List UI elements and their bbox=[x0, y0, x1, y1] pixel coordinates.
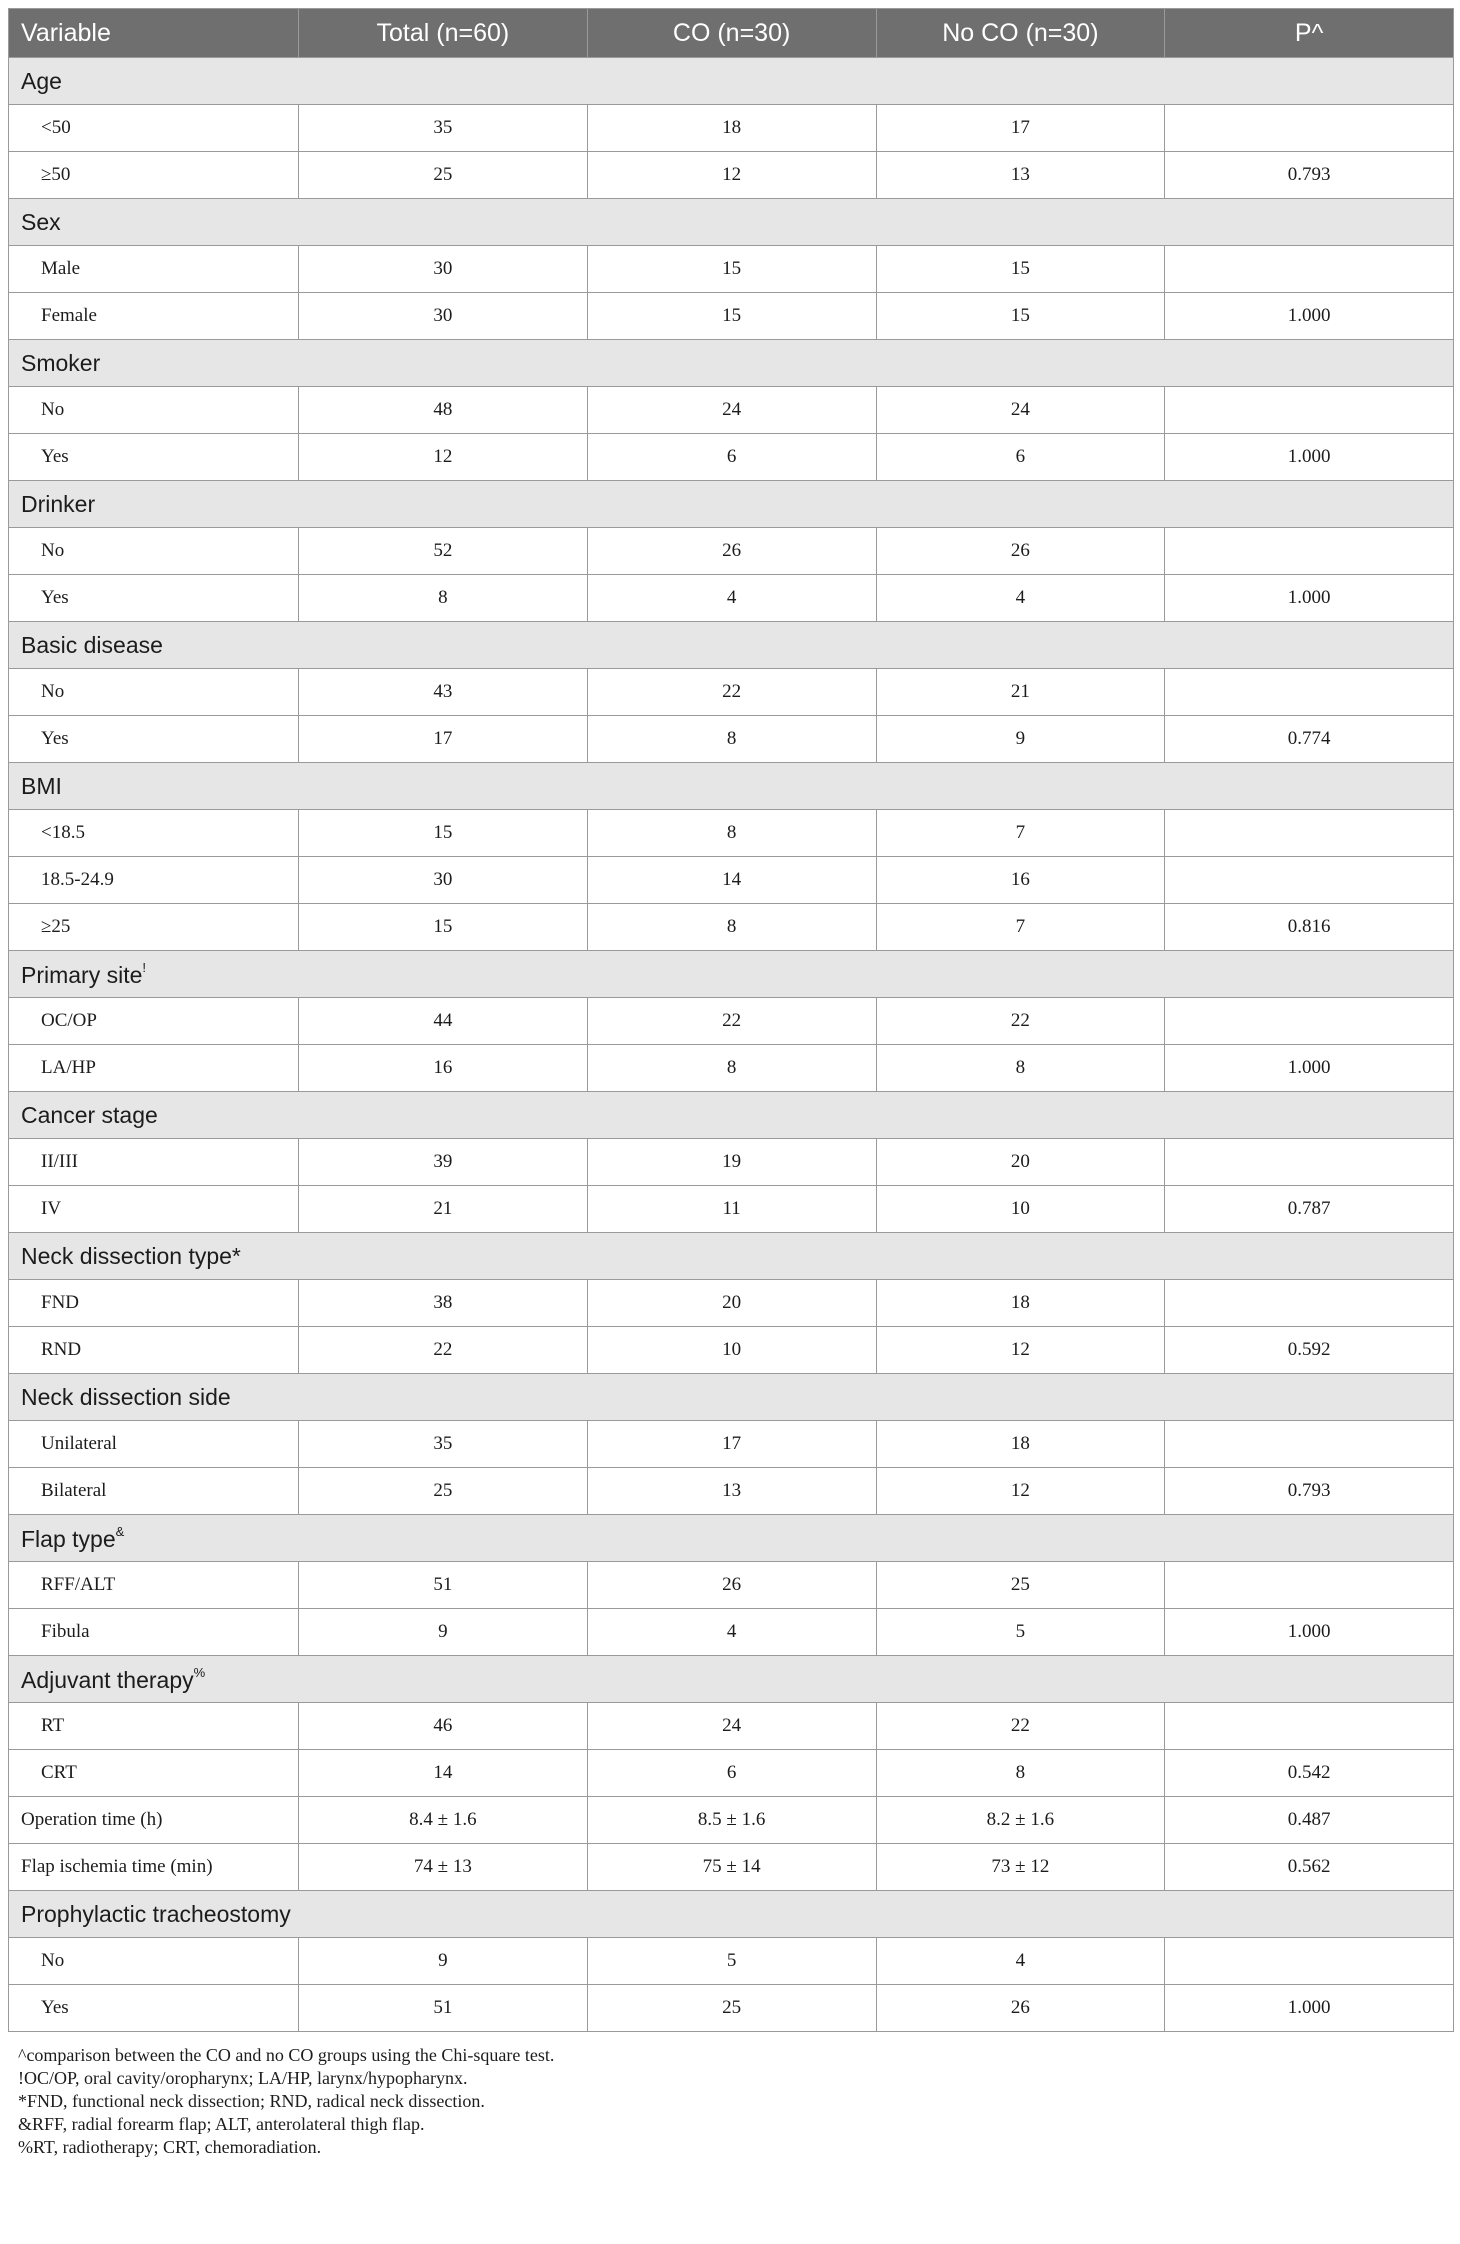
p-value-cell: 0.542 bbox=[1165, 1750, 1454, 1797]
p-value-cell bbox=[1165, 1938, 1454, 1985]
no-co-cell: 8.2 ± 1.6 bbox=[876, 1797, 1165, 1844]
group-header-row bbox=[9, 622, 1454, 669]
table-row bbox=[9, 575, 1454, 622]
row-label: Yes bbox=[9, 716, 299, 763]
no-co-cell: 17 bbox=[876, 105, 1165, 152]
table-row bbox=[9, 528, 1454, 575]
table-row bbox=[9, 293, 1454, 340]
co-cell: 11 bbox=[587, 1186, 876, 1233]
co-cell: 4 bbox=[587, 575, 876, 622]
total-cell: 35 bbox=[299, 105, 588, 152]
row-label: ≥25 bbox=[9, 904, 299, 951]
table-row bbox=[9, 1797, 1454, 1844]
table-row bbox=[9, 105, 1454, 152]
total-cell: 14 bbox=[299, 1750, 588, 1797]
group-header-row bbox=[9, 763, 1454, 810]
group-title-text: Cancer stage bbox=[21, 1101, 158, 1128]
row-label: RT bbox=[9, 1703, 299, 1750]
total-cell: 52 bbox=[299, 528, 588, 575]
total-cell: 21 bbox=[299, 1186, 588, 1233]
row-label: IV bbox=[9, 1186, 299, 1233]
row-label: 18.5-24.9 bbox=[9, 857, 299, 904]
row-label: Bilateral bbox=[9, 1468, 299, 1515]
row-label: Female bbox=[9, 293, 299, 340]
table-row bbox=[9, 1750, 1454, 1797]
row-label: RND bbox=[9, 1327, 299, 1374]
table-row bbox=[9, 434, 1454, 481]
p-value-cell bbox=[1165, 810, 1454, 857]
co-cell: 8.5 ± 1.6 bbox=[587, 1797, 876, 1844]
total-cell: 38 bbox=[299, 1280, 588, 1327]
group-title-footnote-mark: & bbox=[115, 1523, 125, 1539]
co-cell: 8 bbox=[587, 904, 876, 951]
total-cell: 30 bbox=[299, 857, 588, 904]
table-row bbox=[9, 998, 1454, 1045]
table-body bbox=[9, 58, 1454, 2032]
co-cell: 25 bbox=[587, 1985, 876, 2032]
header-no-co: No CO (n=30) bbox=[876, 9, 1165, 58]
table-row bbox=[9, 1280, 1454, 1327]
header-row bbox=[9, 9, 1454, 58]
table-container bbox=[8, 8, 1453, 2159]
co-cell: 22 bbox=[587, 998, 876, 1045]
row-label: <18.5 bbox=[9, 810, 299, 857]
no-co-cell: 73 ± 12 bbox=[876, 1844, 1165, 1891]
footnote-line: &RFF, radial forearm flap; ALT, anterolateral thigh flap. bbox=[18, 2114, 425, 2134]
co-cell: 18 bbox=[587, 105, 876, 152]
group-title-footnote-mark: % bbox=[193, 1664, 206, 1680]
p-value-cell bbox=[1165, 1562, 1454, 1609]
p-value-cell bbox=[1165, 387, 1454, 434]
co-cell: 17 bbox=[587, 1421, 876, 1468]
footnote-line: *FND, functional neck dissection; RND, radical neck dissection. bbox=[18, 2091, 485, 2111]
row-label: OC/OP bbox=[9, 998, 299, 1045]
co-cell: 15 bbox=[587, 246, 876, 293]
co-cell: 4 bbox=[587, 1609, 876, 1656]
group-title bbox=[9, 1233, 1454, 1280]
group-header-row bbox=[9, 1891, 1454, 1938]
p-value-cell bbox=[1165, 1280, 1454, 1327]
group-title-text: Sex bbox=[21, 208, 61, 235]
co-cell: 26 bbox=[587, 528, 876, 575]
group-title-text: Prophylactic tracheostomy bbox=[21, 1900, 291, 1927]
p-value-cell bbox=[1165, 998, 1454, 1045]
total-cell: 17 bbox=[299, 716, 588, 763]
group-title bbox=[9, 1515, 1454, 1562]
table-row bbox=[9, 1139, 1454, 1186]
group-header-row bbox=[9, 951, 1454, 998]
group-header-row bbox=[9, 1656, 1454, 1703]
no-co-cell: 10 bbox=[876, 1186, 1165, 1233]
row-label: ≥50 bbox=[9, 152, 299, 199]
p-value-cell: 0.774 bbox=[1165, 716, 1454, 763]
p-value-cell: 1.000 bbox=[1165, 1985, 1454, 2032]
no-co-cell: 6 bbox=[876, 434, 1165, 481]
co-cell: 75 ± 14 bbox=[587, 1844, 876, 1891]
no-co-cell: 22 bbox=[876, 998, 1165, 1045]
p-value-cell: 1.000 bbox=[1165, 434, 1454, 481]
no-co-cell: 8 bbox=[876, 1750, 1165, 1797]
p-value-cell: 1.000 bbox=[1165, 293, 1454, 340]
header-p-value: P^ bbox=[1165, 9, 1454, 58]
no-co-cell: 8 bbox=[876, 1045, 1165, 1092]
total-cell: 8 bbox=[299, 575, 588, 622]
total-cell: 8.4 ± 1.6 bbox=[299, 1797, 588, 1844]
table-row bbox=[9, 1468, 1454, 1515]
no-co-cell: 4 bbox=[876, 1938, 1165, 1985]
total-cell: 12 bbox=[299, 434, 588, 481]
no-co-cell: 15 bbox=[876, 246, 1165, 293]
co-cell: 5 bbox=[587, 1938, 876, 1985]
p-value-cell: 1.000 bbox=[1165, 1045, 1454, 1092]
table-row bbox=[9, 1186, 1454, 1233]
row-label: II/III bbox=[9, 1139, 299, 1186]
table-row bbox=[9, 1609, 1454, 1656]
p-value-cell: 0.816 bbox=[1165, 904, 1454, 951]
table-row bbox=[9, 152, 1454, 199]
total-cell: 44 bbox=[299, 998, 588, 1045]
total-cell: 39 bbox=[299, 1139, 588, 1186]
co-cell: 10 bbox=[587, 1327, 876, 1374]
total-cell: 46 bbox=[299, 1703, 588, 1750]
row-label: Yes bbox=[9, 434, 299, 481]
group-header-row bbox=[9, 1515, 1454, 1562]
no-co-cell: 24 bbox=[876, 387, 1165, 434]
footnote-line: !OC/OP, oral cavity/oropharynx; LA/HP, larynx/hypopharynx. bbox=[18, 2068, 468, 2088]
table-row bbox=[9, 1985, 1454, 2032]
group-title-text: Basic disease bbox=[21, 631, 163, 658]
group-title bbox=[9, 1092, 1454, 1139]
row-label: No bbox=[9, 669, 299, 716]
p-value-cell: 1.000 bbox=[1165, 575, 1454, 622]
group-title-text: Age bbox=[21, 67, 62, 94]
table-row bbox=[9, 857, 1454, 904]
total-cell: 43 bbox=[299, 669, 588, 716]
group-title bbox=[9, 58, 1454, 105]
group-header-row bbox=[9, 1374, 1454, 1421]
total-cell: 15 bbox=[299, 810, 588, 857]
row-label: Unilateral bbox=[9, 1421, 299, 1468]
no-co-cell: 9 bbox=[876, 716, 1165, 763]
table-row bbox=[9, 810, 1454, 857]
footnote-line: ^comparison between the CO and no CO groups using the Chi-square test. bbox=[18, 2045, 555, 2065]
group-title-text: BMI bbox=[21, 772, 62, 799]
row-label: Flap ischemia time (min) bbox=[9, 1844, 299, 1891]
group-title-text: Flap type bbox=[21, 1525, 116, 1552]
group-title bbox=[9, 1374, 1454, 1421]
no-co-cell: 12 bbox=[876, 1468, 1165, 1515]
co-cell: 22 bbox=[587, 669, 876, 716]
p-value-cell bbox=[1165, 857, 1454, 904]
row-label: CRT bbox=[9, 1750, 299, 1797]
table-row bbox=[9, 1421, 1454, 1468]
total-cell: 22 bbox=[299, 1327, 588, 1374]
group-title-text: Neck dissection type* bbox=[21, 1242, 241, 1269]
p-value-cell: 0.793 bbox=[1165, 1468, 1454, 1515]
group-title bbox=[9, 1656, 1454, 1703]
row-label: FND bbox=[9, 1280, 299, 1327]
p-value-cell: 0.562 bbox=[1165, 1844, 1454, 1891]
no-co-cell: 7 bbox=[876, 904, 1165, 951]
header-variable: Variable bbox=[9, 9, 299, 58]
p-value-cell bbox=[1165, 528, 1454, 575]
group-header-row bbox=[9, 340, 1454, 387]
group-title bbox=[9, 340, 1454, 387]
total-cell: 74 ± 13 bbox=[299, 1844, 588, 1891]
p-value-cell bbox=[1165, 669, 1454, 716]
table-row bbox=[9, 246, 1454, 293]
group-title-text: Adjuvant therapy bbox=[21, 1666, 194, 1693]
p-value-cell bbox=[1165, 246, 1454, 293]
group-title bbox=[9, 199, 1454, 246]
table-row bbox=[9, 716, 1454, 763]
header-co: CO (n=30) bbox=[587, 9, 876, 58]
co-cell: 8 bbox=[587, 716, 876, 763]
total-cell: 9 bbox=[299, 1938, 588, 1985]
co-cell: 13 bbox=[587, 1468, 876, 1515]
row-label: Yes bbox=[9, 1985, 299, 2032]
row-label: LA/HP bbox=[9, 1045, 299, 1092]
no-co-cell: 4 bbox=[876, 575, 1165, 622]
group-header-row bbox=[9, 58, 1454, 105]
total-cell: 30 bbox=[299, 293, 588, 340]
p-value-cell: 0.487 bbox=[1165, 1797, 1454, 1844]
table-row bbox=[9, 1938, 1454, 1985]
no-co-cell: 7 bbox=[876, 810, 1165, 857]
p-value-cell bbox=[1165, 1421, 1454, 1468]
p-value-cell: 1.000 bbox=[1165, 1609, 1454, 1656]
total-cell: 35 bbox=[299, 1421, 588, 1468]
no-co-cell: 18 bbox=[876, 1280, 1165, 1327]
group-header-row bbox=[9, 481, 1454, 528]
p-value-cell bbox=[1165, 1139, 1454, 1186]
no-co-cell: 21 bbox=[876, 669, 1165, 716]
co-cell: 12 bbox=[587, 152, 876, 199]
row-label: No bbox=[9, 528, 299, 575]
group-header-row bbox=[9, 1233, 1454, 1280]
group-title bbox=[9, 1891, 1454, 1938]
co-cell: 20 bbox=[587, 1280, 876, 1327]
p-value-cell: 0.787 bbox=[1165, 1186, 1454, 1233]
co-cell: 6 bbox=[587, 434, 876, 481]
table-row bbox=[9, 1844, 1454, 1891]
group-title-text: Primary site bbox=[21, 961, 143, 988]
data-table bbox=[8, 8, 1454, 2032]
no-co-cell: 22 bbox=[876, 1703, 1165, 1750]
group-title bbox=[9, 481, 1454, 528]
footnote-line: %RT, radiotherapy; CRT, chemoradiation. bbox=[18, 2137, 322, 2157]
no-co-cell: 13 bbox=[876, 152, 1165, 199]
total-cell: 48 bbox=[299, 387, 588, 434]
total-cell: 16 bbox=[299, 1045, 588, 1092]
table-row bbox=[9, 1327, 1454, 1374]
group-title-text: Smoker bbox=[21, 349, 101, 376]
table-row bbox=[9, 1562, 1454, 1609]
table-row bbox=[9, 904, 1454, 951]
co-cell: 19 bbox=[587, 1139, 876, 1186]
no-co-cell: 12 bbox=[876, 1327, 1165, 1374]
co-cell: 8 bbox=[587, 810, 876, 857]
table-row bbox=[9, 1045, 1454, 1092]
table-row bbox=[9, 1703, 1454, 1750]
group-header-row bbox=[9, 199, 1454, 246]
row-label: No bbox=[9, 1938, 299, 1985]
total-cell: 51 bbox=[299, 1562, 588, 1609]
total-cell: 15 bbox=[299, 904, 588, 951]
total-cell: 25 bbox=[299, 1468, 588, 1515]
group-title bbox=[9, 951, 1454, 998]
co-cell: 24 bbox=[587, 387, 876, 434]
row-label: Male bbox=[9, 246, 299, 293]
no-co-cell: 18 bbox=[876, 1421, 1165, 1468]
total-cell: 25 bbox=[299, 152, 588, 199]
no-co-cell: 26 bbox=[876, 1985, 1165, 2032]
row-label: No bbox=[9, 387, 299, 434]
group-title bbox=[9, 622, 1454, 669]
group-title-text: Drinker bbox=[21, 490, 96, 517]
row-label: <50 bbox=[9, 105, 299, 152]
total-cell: 30 bbox=[299, 246, 588, 293]
no-co-cell: 26 bbox=[876, 528, 1165, 575]
total-cell: 9 bbox=[299, 1609, 588, 1656]
p-value-cell: 0.592 bbox=[1165, 1327, 1454, 1374]
group-title bbox=[9, 763, 1454, 810]
no-co-cell: 15 bbox=[876, 293, 1165, 340]
no-co-cell: 5 bbox=[876, 1609, 1165, 1656]
no-co-cell: 16 bbox=[876, 857, 1165, 904]
group-title-footnote-mark: ! bbox=[142, 959, 147, 975]
co-cell: 15 bbox=[587, 293, 876, 340]
row-label: Yes bbox=[9, 575, 299, 622]
co-cell: 14 bbox=[587, 857, 876, 904]
co-cell: 26 bbox=[587, 1562, 876, 1609]
table-row bbox=[9, 669, 1454, 716]
total-cell: 51 bbox=[299, 1985, 588, 2032]
p-value-cell bbox=[1165, 105, 1454, 152]
co-cell: 24 bbox=[587, 1703, 876, 1750]
row-label: Fibula bbox=[9, 1609, 299, 1656]
group-title-text: Neck dissection side bbox=[21, 1383, 231, 1410]
group-header-row bbox=[9, 1092, 1454, 1139]
p-value-cell: 0.793 bbox=[1165, 152, 1454, 199]
co-cell: 6 bbox=[587, 1750, 876, 1797]
no-co-cell: 20 bbox=[876, 1139, 1165, 1186]
co-cell: 8 bbox=[587, 1045, 876, 1092]
row-label: RFF/ALT bbox=[9, 1562, 299, 1609]
p-value-cell bbox=[1165, 1703, 1454, 1750]
header-total: Total (n=60) bbox=[299, 9, 588, 58]
row-label: Operation time (h) bbox=[9, 1797, 299, 1844]
table-header bbox=[9, 9, 1454, 58]
no-co-cell: 25 bbox=[876, 1562, 1165, 1609]
footnotes bbox=[8, 2044, 1453, 2159]
table-row bbox=[9, 387, 1454, 434]
